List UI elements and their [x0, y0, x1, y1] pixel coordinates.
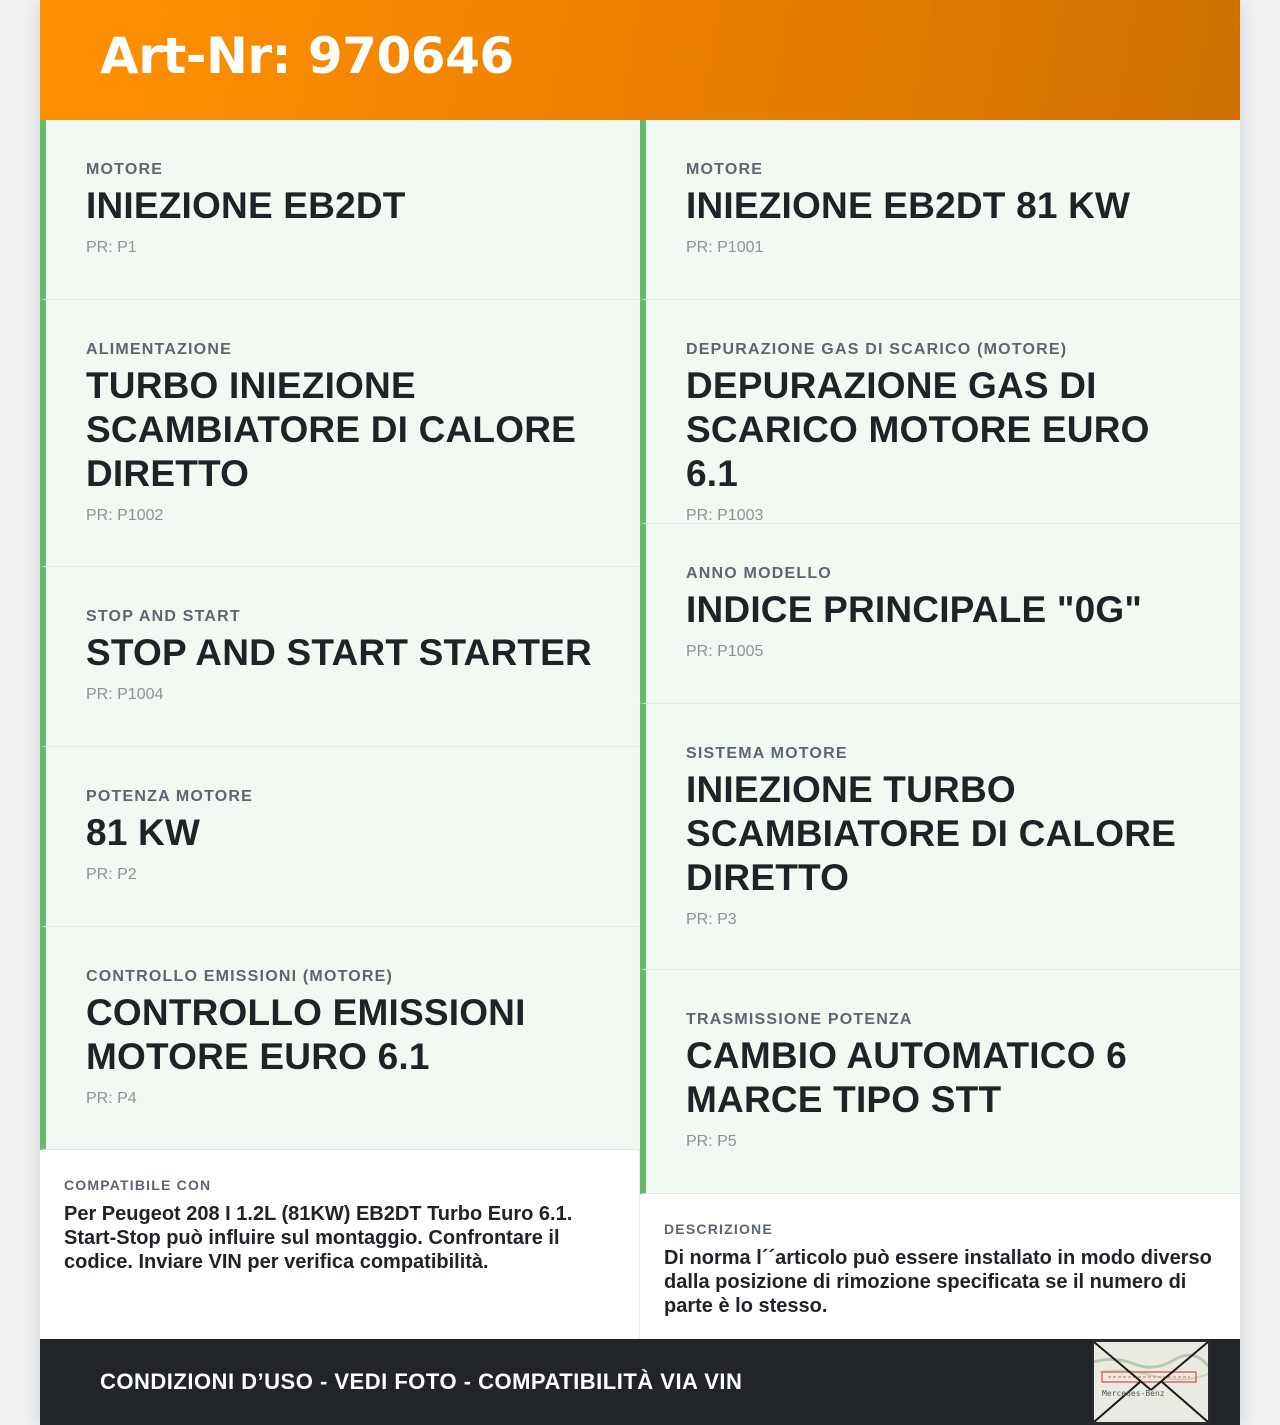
article-number-title: Art-Nr: 970646 [100, 27, 514, 85]
spec-card [40, 927, 640, 1150]
spec-value: TURBO INIEZIONE SCAMBIATORE DI CALORE DIRETTO [86, 365, 577, 494]
spec-column-right [640, 120, 1240, 1194]
spec-code: PR: P1 [86, 239, 137, 256]
spec-code: PR: P1005 [686, 643, 764, 660]
spec-card [640, 704, 1240, 970]
spec-code: PR: P3 [686, 911, 737, 928]
spec-card [640, 524, 1240, 704]
spec-code: PR: P1003 [686, 507, 764, 524]
footer-bar [40, 1339, 1240, 1425]
spec-value: CAMBIO AUTOMATICO 6 MARCE TIPO STT [686, 1035, 1127, 1120]
spec-card [640, 120, 1240, 300]
spec-label: SISTEMA MOTORE [686, 745, 848, 762]
compatibility-label: COMPATIBILE CON [64, 1177, 212, 1193]
spec-label: MOTORE [86, 161, 164, 178]
description-label: DESCRIZIONE [664, 1221, 773, 1237]
article-header [40, 0, 1240, 120]
spec-card [40, 567, 640, 747]
spec-value: STOP AND START STARTER [86, 632, 592, 673]
spec-value: DEPURAZIONE GAS DI SCARICO MOTORE EURO 6.1 [686, 365, 1150, 494]
spec-value: INIEZIONE EB2DT 81 KW [686, 185, 1131, 226]
svg-text:Mercedes-Benz: Mercedes-Benz [1102, 1389, 1165, 1398]
spec-label: STOP AND START [86, 608, 241, 625]
spec-card [40, 747, 640, 927]
spec-code: PR: P2 [86, 866, 137, 883]
compatibility-text: Per Peugeot 208 I 1.2L (81KW) EB2DT Turbo Euro 6.1. Start-Stop può influire sul montaggio. Confrontare il codice. Inviare VIN per verifica compatibilità. [64, 1203, 573, 1273]
spec-code: PR: P1002 [86, 507, 164, 524]
spec-label: TRASMISSIONE POTENZA [686, 1011, 913, 1028]
spec-label: CONTROLLO EMISSIONI (MOTORE) [86, 968, 394, 985]
footer-links[interactable]: CONDIZIONI D’USO - VEDI FOTO - COMPATIBILITÀ VIA VIN [100, 1369, 743, 1394]
spec-code: PR: P5 [686, 1133, 737, 1150]
spec-value: INDICE PRINCIPALE "0G" [686, 589, 1143, 630]
envelope-stamp-graphic [1094, 1342, 1208, 1422]
spec-card [640, 300, 1240, 524]
spec-card [40, 300, 640, 567]
description-text: Di norma l´´articolo può essere installato in modo diverso dalla posizione di rimozione specificata se il numero di parte è lo stesso. [664, 1247, 1212, 1317]
envelope-stamp-icon[interactable] [1092, 1340, 1210, 1424]
spec-value: INIEZIONE TURBO SCAMBIATORE DI CALORE DIRETTO [686, 769, 1177, 898]
spec-code: PR: P1004 [86, 686, 164, 703]
spec-label: DEPURAZIONE GAS DI SCARICO (MOTORE) [686, 341, 1068, 358]
spec-label: ALIMENTAZIONE [86, 341, 232, 358]
spec-card [40, 120, 640, 300]
spec-code: PR: P4 [86, 1090, 137, 1107]
product-sheet [40, 0, 1240, 1425]
spec-label: MOTORE [686, 161, 764, 178]
spec-value: 81 KW [86, 812, 201, 853]
spec-label: ANNO MODELLO [686, 565, 832, 582]
spec-card [640, 970, 1240, 1194]
spec-value: INIEZIONE EB2DT [86, 185, 406, 226]
spec-column-left [40, 120, 640, 1150]
spec-label: POTENZA MOTORE [86, 788, 254, 805]
compatibility-note [40, 1150, 640, 1339]
description-note [640, 1194, 1240, 1339]
spec-value: CONTROLLO EMISSIONI MOTORE EURO 6.1 [86, 992, 526, 1077]
spec-code: PR: P1001 [686, 239, 764, 256]
